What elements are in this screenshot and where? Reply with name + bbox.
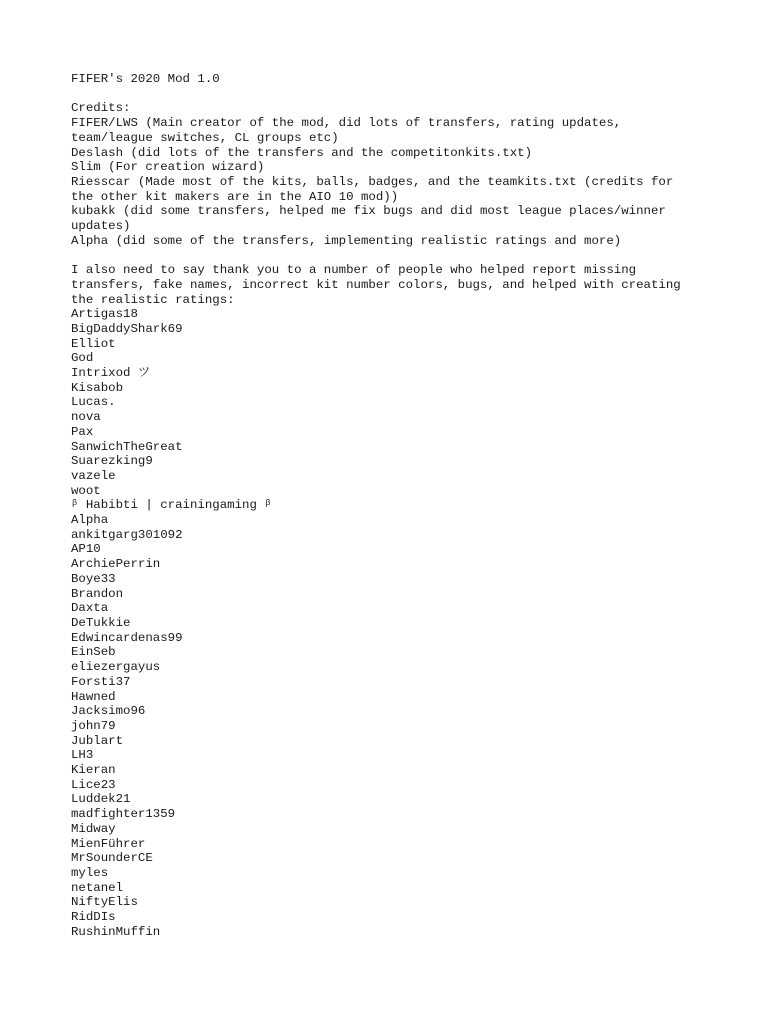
text-line: kubakk (did some transfers, helped me fix bugs and did most league places/winner	[71, 204, 666, 219]
text-line: Alpha (did some of the transfers, implementing realistic ratings and more)	[71, 233, 622, 248]
text-line: Slim (For creation wizard)	[71, 160, 265, 175]
text-line: EinSeb	[71, 645, 116, 660]
text-line	[71, 248, 731, 263]
text-line: eliezergayus	[71, 660, 161, 675]
text-line: netanel	[71, 880, 124, 895]
document-text	[71, 72, 731, 939]
text-line: RushinMuffin	[71, 924, 161, 939]
text-line: Kisabob	[71, 380, 124, 395]
text-line: Brandon	[71, 586, 124, 601]
text-line: Forsti37	[71, 674, 131, 689]
text-line: NiftyElis	[71, 895, 138, 910]
text-line: Riesscar (Made most of the kits, balls, badges, and the teamkits.txt (credits for	[71, 174, 674, 189]
text-line: Luddek21	[71, 792, 131, 807]
text-line: AP10	[71, 542, 101, 557]
text-line: team/league switches, CL groups etc)	[71, 130, 339, 145]
text-line: Intrixod ツ	[71, 366, 151, 381]
text-line: madfighter1359	[71, 807, 176, 822]
text-line: Edwincardenas99	[71, 630, 183, 645]
text-line: Lucas.	[71, 395, 116, 410]
text-line: Credits:	[71, 101, 131, 116]
text-line: Deslash (did lots of the transfers and the competitonkits.txt)	[71, 145, 533, 160]
text-line: Midway	[71, 821, 116, 836]
text-line: DeTukkie	[71, 615, 131, 630]
text-line: vazele	[71, 468, 116, 483]
text-line: updates)	[71, 219, 131, 234]
text-line: woot	[71, 483, 101, 498]
text-line: God	[71, 351, 94, 366]
text-line: ArchiePerrin	[71, 557, 161, 572]
text-line	[71, 87, 731, 102]
text-line: Boye33	[71, 571, 116, 586]
text-line: the realistic ratings:	[71, 292, 235, 307]
text-line: ankitgarg301092	[71, 527, 183, 542]
text-line: SanwichTheGreat	[71, 439, 183, 454]
text-line: Artigas18	[71, 307, 138, 322]
text-line: MrSounderCE	[71, 851, 153, 866]
text-line: Alpha	[71, 513, 109, 528]
text-line: ᵝ Habibti | crainingaming ᵝ	[71, 498, 272, 513]
text-line: BigDaddyShark69	[71, 321, 183, 336]
text-line: nova	[71, 410, 101, 425]
text-line: FIFER/LWS (Main creator of the mod, did lots of transfers, rating updates,	[71, 116, 622, 131]
text-line: Daxta	[71, 601, 109, 616]
text-line: LH3	[71, 748, 94, 763]
text-line: RidDIs	[71, 910, 116, 925]
text-line: Jublart	[71, 733, 124, 748]
text-line: Suarezking9	[71, 454, 153, 469]
text-line: Elliot	[71, 336, 116, 351]
text-line: Pax	[71, 424, 94, 439]
text-line: john79	[71, 718, 116, 733]
text-line: Jacksimo96	[71, 704, 146, 719]
text-line: the other kit makers are in the AIO 10 mod))	[71, 189, 399, 204]
text-line: MienFührer	[71, 836, 146, 851]
text-line: I also need to say thank you to a number of people who helped report missing	[71, 263, 637, 278]
text-line: transfers, fake names, incorrect kit number colors, bugs, and helped with creating	[71, 277, 681, 292]
text-line: Hawned	[71, 689, 116, 704]
text-line: myles	[71, 865, 109, 880]
text-line: Kieran	[71, 763, 116, 778]
text-line: Lice23	[71, 777, 116, 792]
text-line: FIFER's 2020 Mod 1.0	[71, 72, 220, 86]
